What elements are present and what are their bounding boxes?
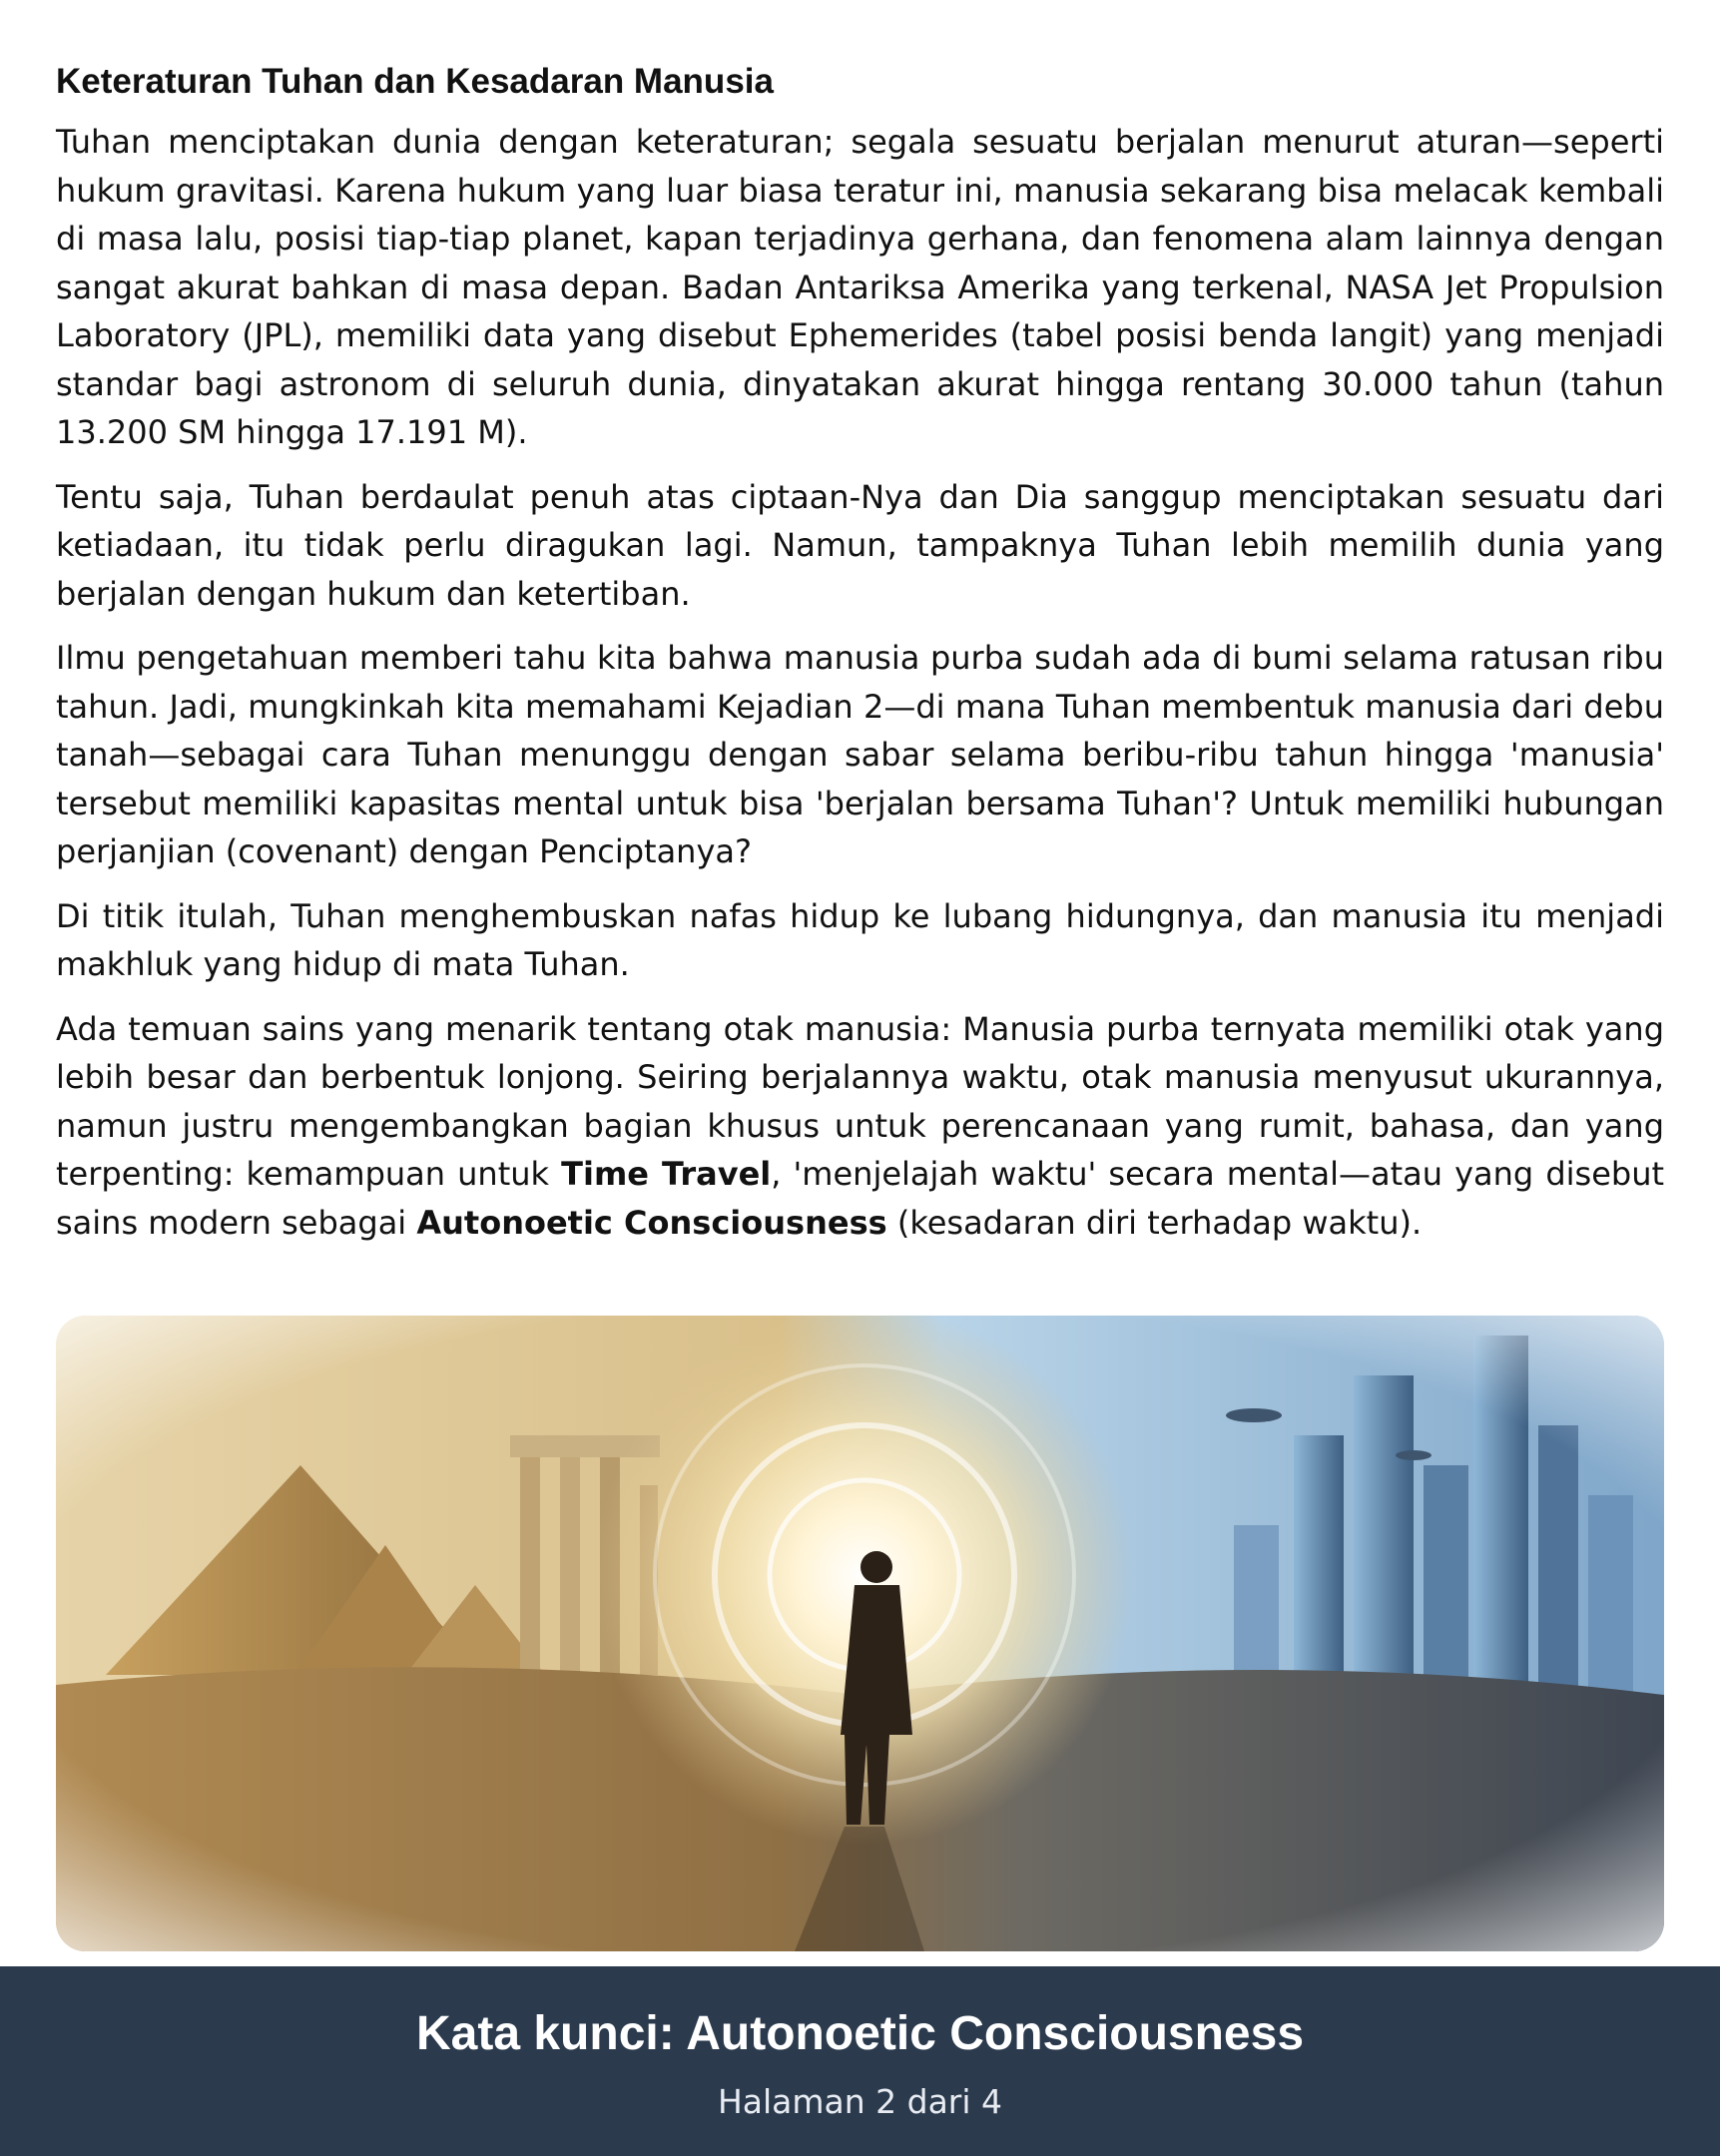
footer-keyword: Kata kunci: Autonoetic Consciousness — [415, 2007, 1305, 2060]
article-body — [56, 58, 1664, 1263]
page-indicator: Halaman 2 dari 4 — [717, 2082, 1003, 2121]
paragraph-2: Tentu saja, Tuhan berdaulat penuh atas ciptaan-Nya dan Dia sanggup menciptakan sesuatu dari ketiadaan, itu tidak perlu diragukan lagi. Namun, tampaknya Tuhan lebih memilih dunia yang berjalan dengan hukum dan ketertiban. — [56, 477, 1664, 613]
paragraph-5-text-3: (kesadaran diri terhadap waktu). — [886, 1203, 1423, 1242]
footer-banner — [0, 1966, 1720, 2156]
term-time-travel: Time Travel — [561, 1155, 772, 1193]
page-title: Keteraturan Tuhan dan Kesadaran Manusia — [56, 62, 774, 101]
time-travel-illustration-icon — [56, 1316, 1664, 1951]
paragraph-5-text-1: Ada temuan sains yang menarik tentang otak manusia: Manusia purba ternyata memiliki otak yang lebih besar dan berbentuk lonjong. Seiring berjalannya waktu, otak manusia menyusut ukurannya, namun justru mengembangkan bagian khusus untuk perencanaan yang rumit, bahasa, dan yang terpenting: kemampuan untuk — [56, 1009, 1664, 1193]
paragraph-4: Di titik itulah, Tuhan menghembuskan nafas hidup ke lubang hidungnya, dan manusia itu menjadi makhluk yang hidup di mata Tuhan. — [56, 896, 1664, 983]
paragraph-5-text-2: , 'menjelajah waktu' secara mental—atau yang disebut sains modern sebagai — [56, 1155, 1665, 1242]
paragraph-1: Tuhan menciptakan dunia dengan keteraturan; segala sesuatu berjalan menurut aturan—seperti hukum gravitasi. Karena hukum yang luar biasa teratur ini, manusia sekarang bisa melacak kembali di masa lalu, posisi tiap-tiap planet, kapan terjadinya gerhana, dan fenomena alam lainnya dengan sangat akurat bahkan di masa depan. Badan Antariksa Amerika yang terkenal, NASA Jet Propulsion Laboratory (JPL), memiliki data yang disebut Ephemerides (tabel posisi benda langit) yang menjadi standar bagi astronom di seluruh dunia, dinyatakan akurat hingga rentang 30.000 tahun (tahun 13.200 SM hingga 17.191 M). — [56, 123, 1664, 451]
term-autonoetic-consciousness: Autonoetic Consciousness — [416, 1203, 887, 1242]
paragraph-3: Ilmu pengetahuan memberi tahu kita bahwa manusia purba sudah ada di bumi selama ratusan ribu tahun. Jadi, mungkinkah kita memahami Kejadian 2—di mana Tuhan membentuk manusia dari debu tanah—sebagai cara Tuhan menunggu dengan sabar selama beribu-ribu tahun hingga 'manusia' tersebut memiliki kapasitas mental untuk bisa 'berjalan bersama Tuhan'? Untuk memiliki hubungan perjanjian (covenant) dengan Penciptanya? — [56, 639, 1664, 870]
paragraph-5 — [56, 1005, 1664, 1248]
